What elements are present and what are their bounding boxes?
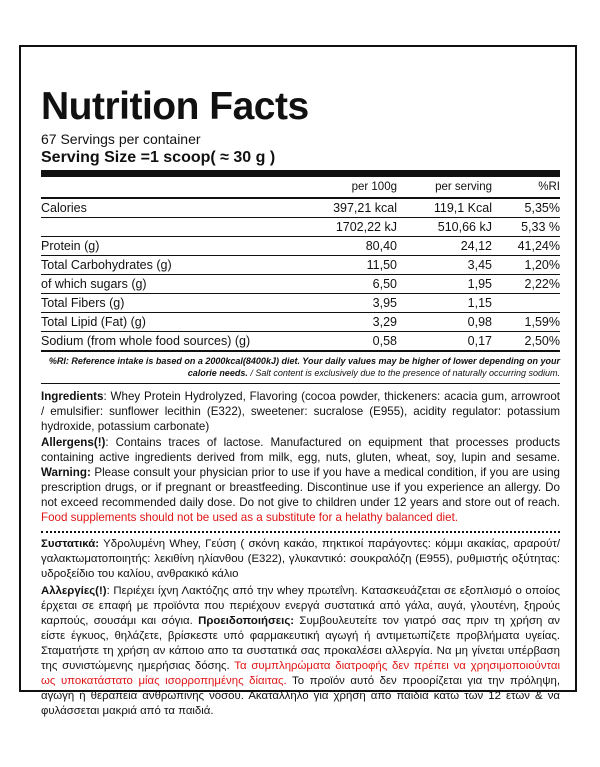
row-per-100g: 0,58	[287, 332, 397, 352]
ingredients-label: Ingredients	[41, 390, 104, 403]
servings-per-container: 67 Servings per container	[41, 131, 201, 147]
row-name: Total Lipid (Fat) (g)	[41, 313, 287, 332]
greek-warning-label: Προειδοποιήσεις:	[198, 615, 295, 627]
dotted-divider	[41, 531, 560, 533]
row-name: Total Fibers (g)	[41, 294, 287, 313]
ingredients-text: : Whey Protein Hydrolyzed, Flavoring (cocoa powder, thickeners: acacia gum, arrowroot / emulsifier: sunflower lecithin (E322), sweetener: sucralose (E955), acidity regulator: potassium hydroxide, potassium carbonate)	[41, 390, 560, 433]
table-row-calories-kj	[41, 218, 560, 237]
row-per-100g: 6,50	[287, 275, 397, 294]
row-per-serving: 0,17	[397, 332, 492, 352]
warning-text: Please consult your physician prior to use if you have a medical condition, if you are using prescription drugs, or if pregnant or breastfeeding. Discontinue use if you experience an allergy. Do not exceed recommended daily dose. Do not give to children under 12 years and store out of reach.	[41, 466, 560, 509]
allergens-label: Allergens(!)	[41, 436, 106, 449]
header-blank	[41, 177, 287, 198]
row-name: Calories	[41, 201, 87, 215]
ri-footnote-bold: %RI: Reference intake is based on a 2000kcal(8400kJ) diet. Your daily values may be higher of lower depending on your calorie needs.	[48, 356, 560, 378]
greek-tail-text: Το προϊόν αυτό δεν προορίζεται για την πρόληψη, αγωγή ή θεραπεία ανθρώπινης νόσου. Ακατάλληλο για χρήση απο παιδιά κάτω των 12 ετών & να φυλάσσεται μακριά από τα παιδιά.	[41, 675, 560, 717]
greek-supplement-warning-red: Τα συμπληρώματα διατροφής δεν πρέπει να χρησιμοποιούνται ως υποκατάστατο μίας ισορροπημένης δίαιτας.	[41, 660, 561, 687]
header-ri: %RI	[492, 177, 560, 198]
table-row-protein	[41, 237, 560, 256]
table-header-row	[41, 177, 560, 198]
greek-warning-text: Συμβουλευτείτε τον γιατρό σας πριν τη χρήση αν είστε έγκυος, θηλάζετε, βρίσκεστε υπό φαρμακευτική αγωγή ή αντιμετωπίζετε προβλήματα υγείας. Σταματήστε τη χρήση αν κάποιο απο τα συστατικά σας προκαλέσει αλλεργία. Να μη γίνεται υπέρβαση της συνιστώμενης ημερήσιας δόσης.	[41, 615, 560, 672]
table-row-sodium	[41, 332, 560, 352]
row-name: Sodium (from whole food sources) (g)	[41, 332, 287, 352]
row-ri	[492, 294, 560, 313]
greek-ingredients-text: Υδρολυμένη Whey, Γεύση ( σκόνη κακάο, πηκτικοί παράγοντες: κόμμι ακακίας, αραρούτ/ γαλακτωματοποιητής: λεκιθίνη ηλίανθου (E322), γλυκαντικό: σουκραλόζη (E955), ρυθμιστής οξύτητας: υδροξείδιο του καλίου, ανθρακικό κάλιο	[41, 538, 560, 580]
header-per-serving: per serving	[397, 177, 492, 198]
row-per-serving: 0,98	[397, 313, 492, 332]
greek-ingredients	[41, 537, 560, 582]
table-row-sugars	[41, 275, 560, 294]
nutrition-label	[19, 45, 577, 717]
row-ri: 5,35%	[524, 201, 560, 215]
table-row-carbohydrates	[41, 256, 560, 275]
row-per-serving: 510,66 kJ	[397, 218, 492, 237]
row-per-100g: 3,95	[287, 294, 397, 313]
thick-divider	[41, 170, 560, 177]
row-name: Total Carbohydrates (g)	[41, 256, 287, 275]
row-per-100g: 11,50	[287, 256, 397, 275]
greek-ingredients-label: Συστατικά:	[41, 538, 100, 550]
row-ri: 2,50%	[492, 332, 560, 352]
header-per-100g: per 100g	[287, 177, 397, 198]
label-content	[41, 85, 560, 719]
greek-allergens-text: : Περιέχει ίχνη Λακτόζης από την whey πρωτεΐνη. Κατασκευάζεται σε εξοπλισμό ο οποίος έρχεται σε επαφή με προϊόντα που περιέχουν ενεργά συστατικά από γάλα, αυγά, γλουτένη, ξηρούς καρπούς, σουσάμι και σόγια.	[41, 585, 560, 627]
row-per-serving: 24,12	[397, 237, 492, 256]
row-per-serving: 1,95	[397, 275, 492, 294]
row-name: Protein (g)	[41, 237, 287, 256]
english-allergens	[41, 435, 560, 525]
row-ri: 5,33 %	[492, 218, 560, 237]
row-per-serving: 1,15	[397, 294, 492, 313]
table-row-calories-kcal	[41, 198, 560, 218]
table-row-lipid	[41, 313, 560, 332]
row-ri: 1,20%	[492, 256, 560, 275]
row-per-100g: 80,40	[287, 237, 397, 256]
row-ri: 1,59%	[492, 313, 560, 332]
row-ri: 2,22%	[492, 275, 560, 294]
row-per-100g: 1702,22 kJ	[287, 218, 397, 237]
divider	[41, 383, 560, 384]
english-ingredients	[41, 389, 560, 434]
allergens-text: : Contains traces of lactose. Manufactured on equipment that processes products containing active ingredients derived from milk, egg, nuts, gluten, wheat, soy, lupin and sesame.	[41, 436, 560, 464]
row-name	[41, 218, 287, 237]
nutrition-table	[41, 177, 560, 352]
label-title: Nutrition Facts	[41, 85, 309, 128]
row-name: of which sugars (g)	[41, 275, 287, 294]
warning-label: Warning:	[41, 466, 91, 479]
serving-size: Serving Size =1 scoop( ≈ 30 g )	[41, 149, 276, 166]
ri-footnote	[41, 355, 560, 379]
table-row-fibers	[41, 294, 560, 313]
ri-footnote-salt: / Salt content is exclusively due to the presence of naturally occurring sodium.	[247, 368, 560, 378]
row-ri: 41,24%	[492, 237, 560, 256]
supplement-warning-red: Food supplements should not be used as a substitute for a helathy balanced diet.	[41, 511, 459, 524]
row-per-100g: 397,21 kcal	[333, 201, 397, 215]
row-per-serving: 3,45	[397, 256, 492, 275]
row-per-serving: 119,1 Kcal	[433, 201, 492, 215]
greek-allergens	[41, 584, 560, 719]
row-per-100g: 3,29	[287, 313, 397, 332]
greek-allergens-label: Αλλεργίες(!)	[41, 585, 107, 597]
